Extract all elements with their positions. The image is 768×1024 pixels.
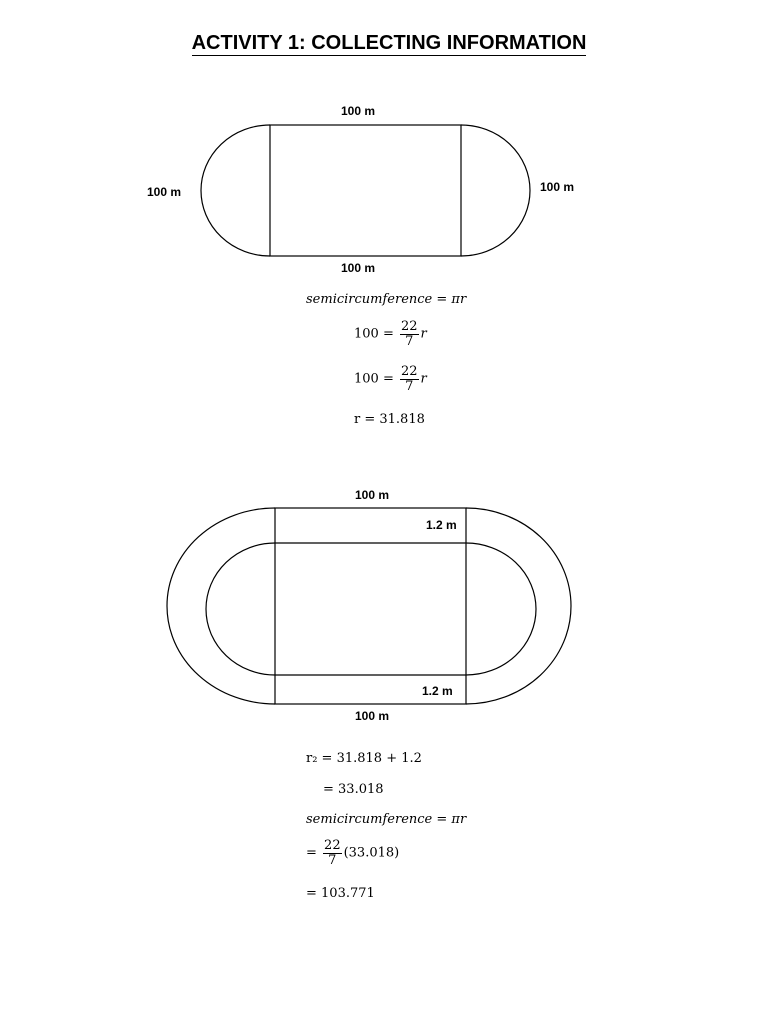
outer-right-semicircle <box>466 508 571 704</box>
equation-lhs: 100 = <box>354 371 394 387</box>
semicircumference-formula-2 <box>306 812 466 827</box>
variable: r <box>420 326 427 342</box>
left-semicircle <box>201 125 270 256</box>
semicircumference-formula-1 <box>306 292 466 307</box>
diagram2-inner-bottom-label: 1.2 m <box>422 684 453 698</box>
track-diagram-1 <box>201 125 530 256</box>
radius-value: (33.018) <box>343 845 400 861</box>
right-semicircle <box>461 125 530 256</box>
variable: r <box>420 371 427 387</box>
radius-result: r = 31.818 <box>354 412 425 427</box>
semicircumference-result: = 103.771 <box>306 886 375 901</box>
fraction-denominator: 7 <box>405 378 414 394</box>
fraction <box>323 839 342 867</box>
inner-left-semicircle <box>206 543 275 675</box>
outer-radius-equation: r₂ = 31.818 + 1.2 <box>306 751 422 766</box>
field-rectangle <box>270 125 461 256</box>
formula-rhs: = πr <box>436 292 467 307</box>
diagram1-left-label: 100 m <box>147 185 182 199</box>
formula-lhs: semicircumference <box>306 292 433 307</box>
outer-left-semicircle <box>167 508 275 704</box>
semicircumference-substitution <box>306 839 399 867</box>
fraction-numerator: 22 <box>400 364 418 379</box>
diagram1-right-label: 100 m <box>540 180 575 194</box>
page-title-text: ACTIVITY 1: COLLECTING INFORMATION <box>191 32 587 54</box>
fraction-denominator: 7 <box>405 333 414 349</box>
equation-line-3 <box>354 365 427 393</box>
inner-right-semicircle <box>466 543 536 675</box>
fraction-numerator: 22 <box>400 319 418 334</box>
outer-radius-result: = 33.018 <box>323 782 384 797</box>
equation-line-2 <box>354 320 427 348</box>
equals-sign: = <box>306 845 317 861</box>
diagram2-inner-top-label: 1.2 m <box>426 518 457 532</box>
fraction-denominator: 7 <box>328 852 337 868</box>
diagram2-bottom-label: 100 m <box>355 709 390 723</box>
diagram2-top-label: 100 m <box>355 488 390 502</box>
equation-lhs: 100 = <box>354 326 394 342</box>
track-diagram-2 <box>167 508 571 704</box>
fraction <box>400 320 419 348</box>
diagram1-top-label: 100 m <box>341 104 376 118</box>
formula-lhs: semicircumference <box>306 812 433 827</box>
diagram1-bottom-label: 100 m <box>341 261 376 275</box>
fraction-numerator: 22 <box>324 838 341 853</box>
fraction <box>400 365 419 393</box>
formula-rhs: = πr <box>436 812 467 827</box>
